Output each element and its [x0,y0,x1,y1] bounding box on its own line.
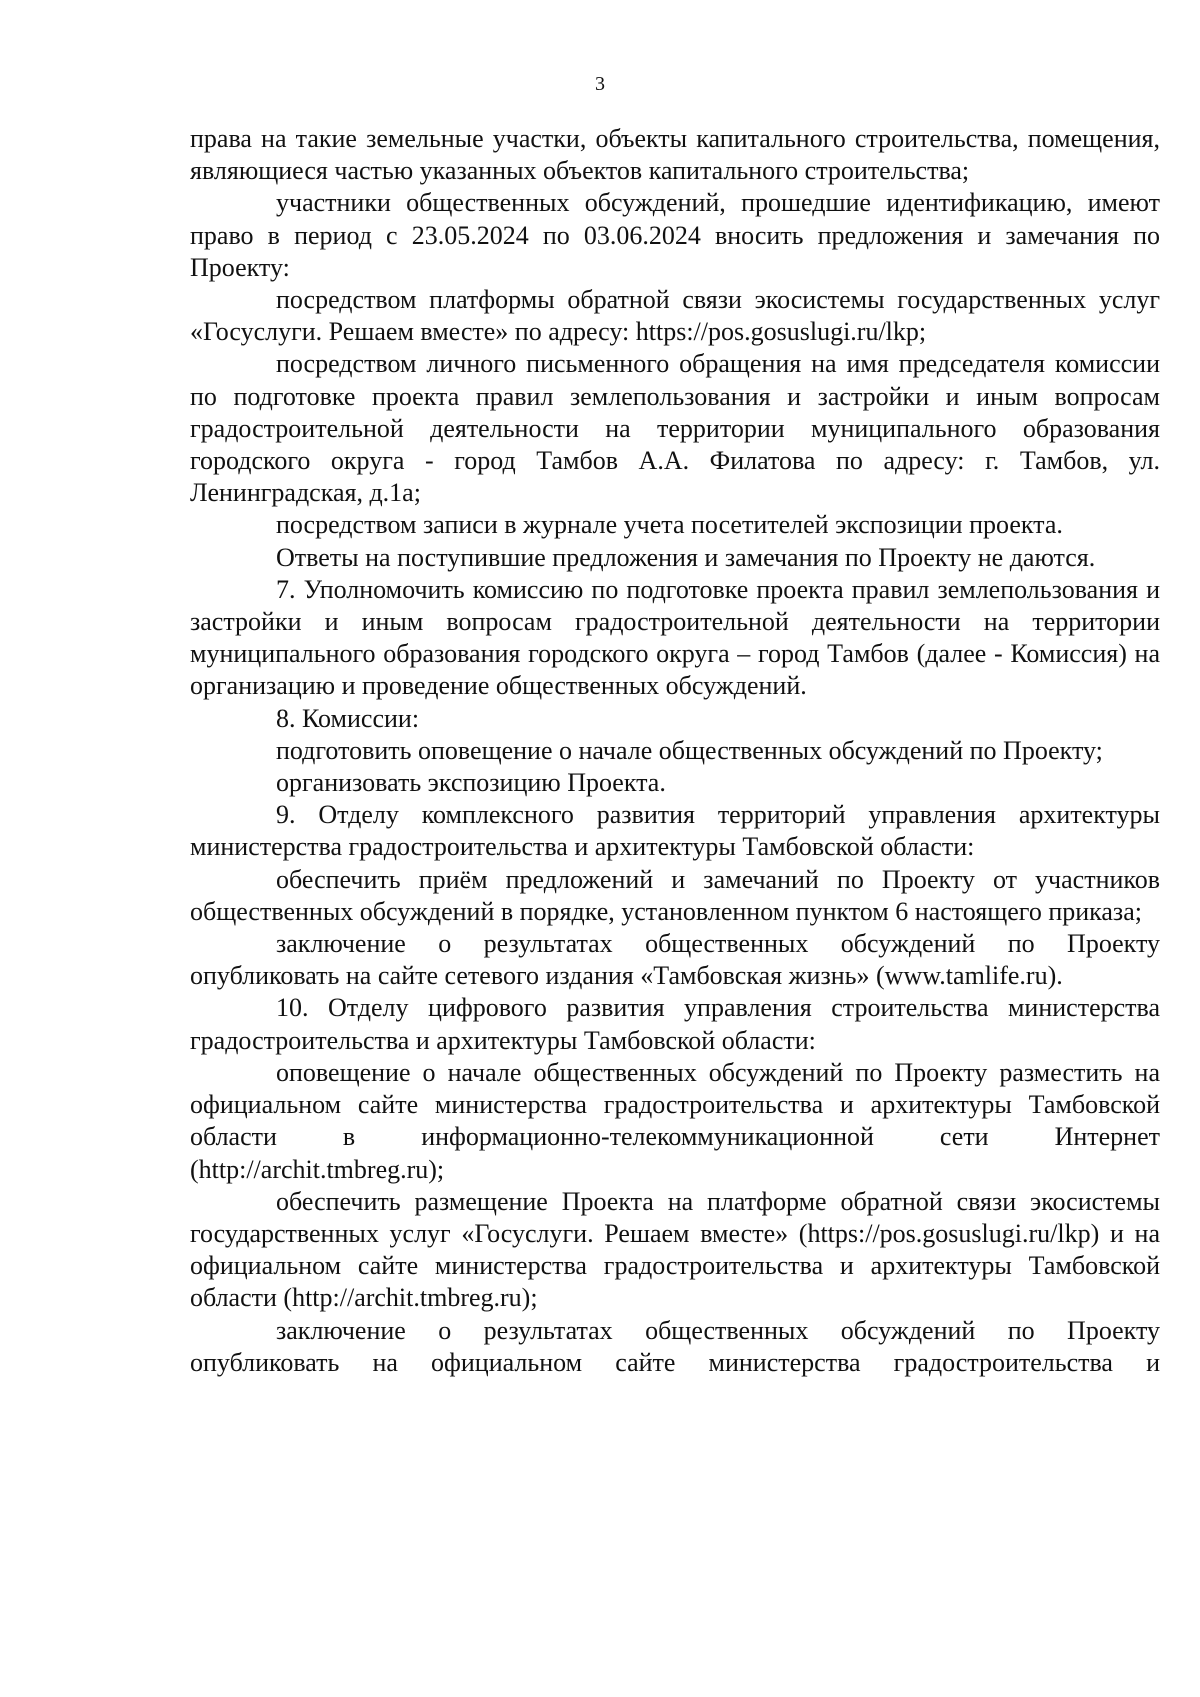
page-number: 3 [595,73,605,95]
paragraph: посредством личного письменного обращения на имя председателя комиссии по подготовке проекта правил землепользования и застройки и иным вопросам градостроительной деятельности на территории муниципального образования городского округа - город Тамбов А.А. Филатова по адресу: г. Тамбов, ул. Ленинградская, д.1а; [190,349,1160,508]
numbered-paragraph: 8. Комиссии: [276,703,420,733]
paragraph: обеспечить размещение Проекта на платформе обратной связи экосистемы государственных услуг «Госуслуги. Решаем вместе» (https://pos.gosuslugi.ru/lkp) и на официальном сайте министерства градостроительства и архитектуры Тамбовской области (http://archit.tmbreg.ru); [190,1186,1160,1313]
paragraph: посредством платформы обратной связи экосистемы государственных услуг «Госуслуги. Решаем вместе» по адресу: https://pos.gosuslugi.ru/lkp; [190,285,1160,347]
paragraph: заключение о результатах общественных обсуждений по Проекту опубликовать на официальном сайте министерства градостроительства и [190,1315,1160,1377]
paragraph: права на такие земельные участки, объекты капитального строительства, помещения, являющиеся частью указанных объектов капитального строительства; [190,124,1160,186]
paragraph: посредством записи в журнале учета посетителей экспозиции проекта. [276,510,1063,540]
paragraph: участники общественных обсуждений, прошедшие идентификацию, имеют право в период с 23.05.2024 по 03.06.2024 вносить предложения и замечания по Проекту: [190,188,1160,282]
numbered-paragraph: 10. Отделу цифрового развития управления строительства министерства градостроительства и архитектуры Тамбовской области: [190,993,1160,1055]
paragraph: обеспечить приём предложений и замечаний по Проекту от участников общественных обсуждений в порядке, установленном пунктом 6 настоящего приказа; [190,864,1160,926]
numbered-paragraph: 7. Уполномочить комиссию по подготовке проекта правил землепользования и застройки и иным вопросам градостроительной деятельности на территории муниципального образования городского округа – город Тамбов (далее - Комиссия) на организацию и проведение общественных обсуждений. [190,574,1160,701]
paragraph: заключение о результатах общественных обсуждений по Проекту опубликовать на сайте сетевого издания «Тамбовская жизнь» (www.tamlife.ru). [190,929,1160,991]
document-body [190,123,1160,1379]
paragraph: организовать экспозицию Проекта. [276,768,666,798]
numbered-paragraph: 9. Отделу комплексного развития территорий управления архитектуры министерства градостроительства и архитектуры Тамбовской области: [190,800,1160,862]
paragraph: подготовить оповещение о начале общественных обсуждений по Проекту; [276,735,1103,765]
paragraph: Ответы на поступившие предложения и замечания по Проекту не даются. [276,542,1096,572]
paragraph: оповещение о начале общественных обсуждений по Проекту разместить на официальном сайте министерства градостроительства и архитектуры Тамбовской области в информационно-телекоммуникационной сети Интернет (http://archit.tmbreg.ru); [190,1057,1160,1184]
